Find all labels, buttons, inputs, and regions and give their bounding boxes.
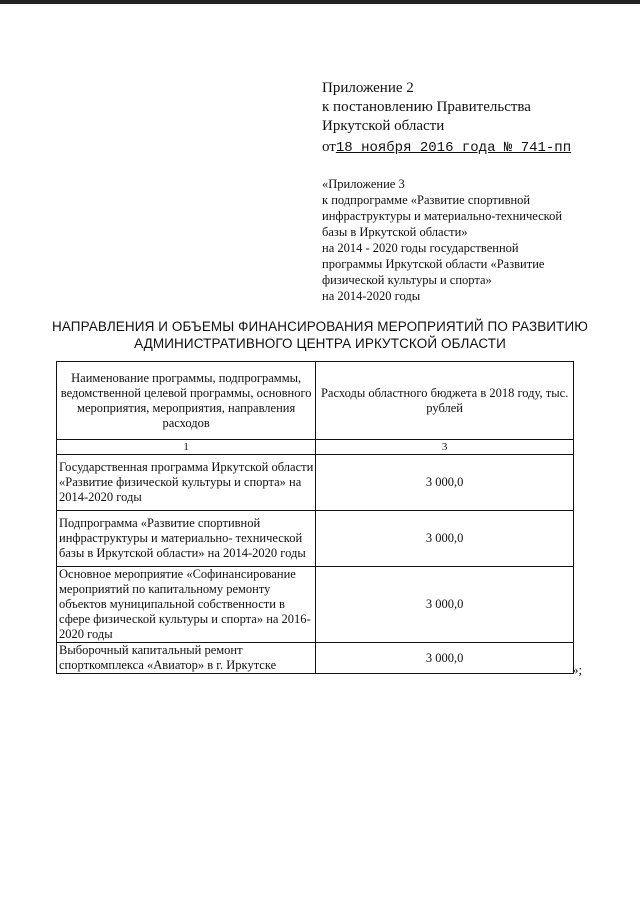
- table-row: [57, 643, 574, 674]
- sub-appendix-line: на 2014 - 2020 годы государственной: [322, 241, 519, 255]
- row-value: 3 000,0: [316, 567, 574, 643]
- appendix-number: Приложение 2: [322, 80, 414, 96]
- row-value: 3 000,0: [316, 455, 574, 511]
- document-title: [40, 318, 600, 352]
- column-number: 1: [57, 440, 316, 455]
- sub-appendix-block: [322, 176, 622, 304]
- column-number-row: [57, 440, 574, 455]
- appendix-region: Иркутской области: [322, 118, 445, 134]
- row-value: 3 000,0: [316, 511, 574, 567]
- sub-appendix-line: к подпрограмме «Развитие спортивной: [322, 193, 531, 207]
- sub-appendix-line: на 2014-2020 годы: [322, 289, 421, 303]
- date-prefix: от: [322, 139, 336, 155]
- column-number: 3: [316, 440, 574, 455]
- sub-appendix-line: инфраструктуры и материально-технической: [322, 209, 563, 223]
- table-header-row: [57, 362, 574, 440]
- title-line-2: АДМИНИСТРАТИВНОГО ЦЕНТРА ИРКУТСКОЙ ОБЛАСТИ: [134, 336, 506, 351]
- table-row: [57, 567, 574, 643]
- financing-table: [56, 361, 574, 674]
- title-line-1: НАПРАВЛЕНИЯ И ОБЪЕМЫ ФИНАНСИРОВАНИЯ МЕРОПРИЯТИЙ ПО РАЗВИТИЮ: [51, 319, 588, 334]
- row-name: Государственная программа Иркутской области «Развитие физической культуры и спорта» на 2014-2020 годы: [57, 455, 316, 511]
- page-top-edge: [0, 0, 640, 4]
- sub-appendix-line: программы Иркутской области «Развитие: [322, 257, 545, 271]
- appendix-header: [322, 79, 622, 159]
- table-row: [57, 455, 574, 511]
- row-value: 3 000,0: [316, 643, 574, 674]
- date-suffix: -пп: [545, 140, 572, 156]
- sub-appendix-line: «Приложение 3: [322, 177, 405, 191]
- header-expense: Расходы областного бюджета в 2018 году, тыс. рублей: [316, 362, 574, 440]
- row-name: Выборочный капитальный ремонт спорткомплекса «Авиатор» в г. Иркутске: [57, 643, 316, 674]
- row-name: Подпрограмма «Развитие спортивной инфраструктуры и материально- технической базы в Иркутской области» на 2014-2020 годы: [57, 511, 316, 567]
- sub-appendix-line: физической культуры и спорта»: [322, 273, 492, 287]
- sub-appendix-line: базы в Иркутской области»: [322, 225, 468, 239]
- table-row: [57, 511, 574, 567]
- header-name: Наименование программы, подпрограммы, ведомственной целевой программы, основного мероприятия, мероприятия, направления расходов: [57, 362, 316, 440]
- row-name: Основное мероприятие «Софинансирование мероприятий по капитальному ремонту объектов муниципальной собственности в сфере физической культуры и спорта» на 2016-2020 годы: [57, 567, 316, 643]
- appendix-date-line: [322, 136, 622, 159]
- appendix-resolution: к постановлению Правительства: [322, 99, 531, 115]
- closing-quote-mark: »;: [572, 662, 583, 677]
- date-value: 18 ноября 2016 года № 741: [335, 140, 546, 156]
